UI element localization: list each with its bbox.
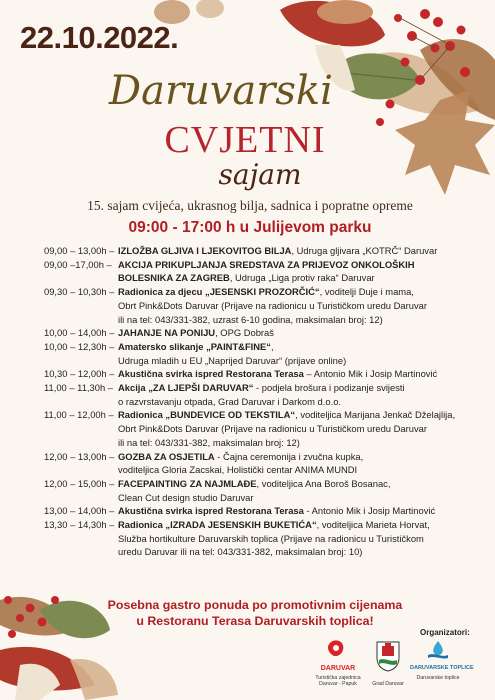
tz-daruvar-logo-icon (325, 640, 351, 660)
schedule-details: , Udruga „Liga protiv raka“ Daruvar (229, 272, 375, 284)
schedule-item (44, 518, 482, 559)
schedule-details-line: voditeljica Gloria Zacskai, Holistički centar ANIMA MUNDI (118, 464, 358, 476)
organizer-grad-daruvar (366, 640, 410, 687)
schedule-time: 09,30 – 10,30h – (44, 286, 115, 298)
schedule-title: JAHANJE NA PONIJU (118, 327, 216, 339)
schedule-item (44, 504, 482, 518)
schedule-details-line: uredu Daruvar ili na tel: 043/331-382, maksimalan broj: 10) (118, 546, 363, 558)
schedule-time: 13,30 – 14,30h – (44, 519, 115, 531)
schedule-time: 10,00 – 14,00h – (44, 327, 115, 339)
schedule-details: , voditeljica Marijana Jenkač Dželajlija, (295, 409, 456, 421)
schedule-title: FACEPAINTING ZA NAJMLAĐE (118, 477, 257, 489)
schedule-first-line (118, 326, 482, 340)
schedule-first-line (118, 477, 482, 491)
schedule-details-line: Obrt Pink&Dots Daruvar (Prijave na radionicu u Turističkom uredu Daruvar (118, 423, 427, 435)
schedule-title: Radionica za djecu „JESENSKI PROZORČIĆ“ (118, 286, 320, 298)
organizer-caption: Grad Daruvar (372, 681, 404, 687)
schedule-details-line: ili na tel: 043/331-382, maksimalan broj: 12) (118, 436, 300, 448)
schedule-item (44, 450, 482, 477)
event-time: 09:00 - 17:00 h u Julijevom parku (128, 219, 372, 236)
schedule-details-line: Služba hortikulture Daruvarskih toplica (Prijave na radionicu u Turističkom (118, 532, 424, 544)
organizer-caption: Daruvarske toplice (416, 675, 460, 681)
schedule-first-line (118, 504, 482, 518)
schedule-title: GOZBA ZA OSJETILA (118, 450, 215, 462)
gastro-line-2: u Restoranu Terasa Daruvarskih toplica! (136, 614, 374, 628)
event-date: 22.10.2022. (20, 20, 179, 55)
schedule-title-continued: BOLESNIKA ZA ZAGREB (118, 272, 230, 284)
schedule-time: 12,00 – 13,00h – (44, 450, 115, 462)
title-daruvarski: Daruvarski (109, 68, 333, 114)
schedule-item (44, 408, 482, 449)
schedule-time: 11,00 – 12,00h – (44, 409, 114, 421)
schedule-details-line: Clean Cut design studio Daruvar (118, 491, 254, 503)
schedule-details: - podjela brošura i podizanje svijesti (253, 382, 405, 394)
schedule-details: , Udruga gljivara „KOTRČ“ Daruvar (291, 245, 438, 256)
title-sajam: sajam (218, 158, 302, 191)
schedule-title: Radionica „IZRADA JESENSKIH BUKETIĆA“ (118, 519, 317, 531)
schedule-title: Akustična svirka ispred Restorana Terasa (118, 505, 304, 517)
organizer-caption: Turistička zajednica (315, 675, 361, 681)
organizer-tz-daruvar (312, 640, 364, 687)
schedule-details: , voditeljica Marieta Horvat, (316, 519, 430, 531)
tz-daruvar-logo-text: DARUVAR (320, 665, 356, 672)
schedule-title: Amatersko slikanje „PAINT&FINE“ (118, 340, 271, 352)
schedule-time: 09,00 –17,00h – (44, 258, 112, 270)
schedule-time: 10,30 – 12,00h – (44, 368, 115, 380)
schedule-first-line (118, 367, 482, 381)
schedule-details-line: Udruga mladih u EU „Naprijed Daruvar“ (prijave online) (118, 354, 347, 366)
schedule-time: 11,00 – 11,30h – (44, 382, 113, 394)
schedule-details-line: ili na tel: 043/331-382, uzrast 6-10 godina, maksimalan broj: 12) (118, 313, 383, 325)
schedule-title: Akustična svirka ispred Restorana Terasa (118, 368, 304, 380)
schedule-item (44, 285, 482, 326)
schedule-title: Akcija „ZA LJEPŠI DARUVAR“ (118, 382, 254, 394)
schedule-first-line (118, 450, 482, 464)
schedule-item (44, 477, 482, 504)
gastro-offer (60, 597, 450, 629)
subtitle: 15. sajam cvijeća, ukrasnog bilja, sadnica i popratne opreme (87, 198, 413, 213)
organizer-caption: Daruvar - Papuk (319, 681, 357, 687)
schedule-time: 10,00 – 12,30h – (44, 340, 115, 352)
daruvarske-toplice-logo-icon (424, 640, 452, 660)
schedule-details: - Antonio Mik i Josip Martinović (303, 505, 436, 517)
schedule-details: - Čajna ceremonija i zvučna kupka, (214, 450, 364, 462)
organizers-label: Organizatori: (420, 628, 470, 637)
schedule-details: , (271, 340, 274, 352)
gastro-line-1: Posebna gastro ponuda po promotivnim cijenama (107, 598, 403, 612)
schedule-first-line (118, 340, 482, 354)
schedule-details: – Antonio Mik i Josip Martinović (303, 368, 438, 380)
schedule-time: 09,00 – 13,00h – (44, 245, 115, 256)
schedule-details-line: Obrt Pink&Dots Daruvar (Prijave na radionicu u Turističkom uredu Daruvar (118, 299, 427, 311)
grad-daruvar-coat-of-arms-icon (375, 640, 401, 672)
schedule-first-line (118, 408, 482, 422)
schedule-details: , voditelji Duje i mama, (319, 286, 414, 298)
organizer-daruvarske-toplice (410, 640, 474, 681)
schedule-item (44, 367, 482, 381)
autumn-decoration-bottom-left (0, 570, 120, 700)
schedule-details: , OPG Dobraš (215, 327, 274, 339)
schedule-time: 12,00 – 15,00h – (44, 477, 115, 489)
schedule-details-line: o razvrstavanju otpada, Grad Daruvar i Darkom d.o.o. (118, 395, 342, 407)
schedule-item (44, 326, 482, 340)
schedule-first-line (118, 258, 482, 272)
schedule-title: IZLOŽBA GLJIVA I LJEKOVITOG BILJA (118, 245, 292, 256)
schedule-time: 13,00 – 14,00h – (44, 505, 115, 517)
schedule-first-line (118, 518, 482, 532)
schedule-item (44, 244, 482, 258)
schedule-title: AKCIJA PRIKUPLJANJA SREDSTAVA ZA PRIJEVOZ ONKOLOŠKIH (118, 258, 415, 270)
schedule-item (44, 381, 482, 408)
schedule-first-line (118, 285, 482, 299)
daruvarske-toplice-logo-text: DARUVARSKE TOPLICE (410, 665, 474, 671)
schedule-first-line (118, 381, 482, 395)
schedule-details: , voditeljica Ana Boroš Bosanac, (256, 477, 391, 489)
schedule-item (44, 340, 482, 367)
schedule-second-line (118, 271, 482, 285)
title-cvjetni: CVJETNI (164, 119, 326, 161)
schedule-list (44, 244, 482, 559)
schedule-title: Radionica „BUNDEVICE OD TEKSTILA“ (118, 409, 296, 421)
schedule-first-line (118, 244, 482, 258)
schedule-item (44, 258, 482, 285)
